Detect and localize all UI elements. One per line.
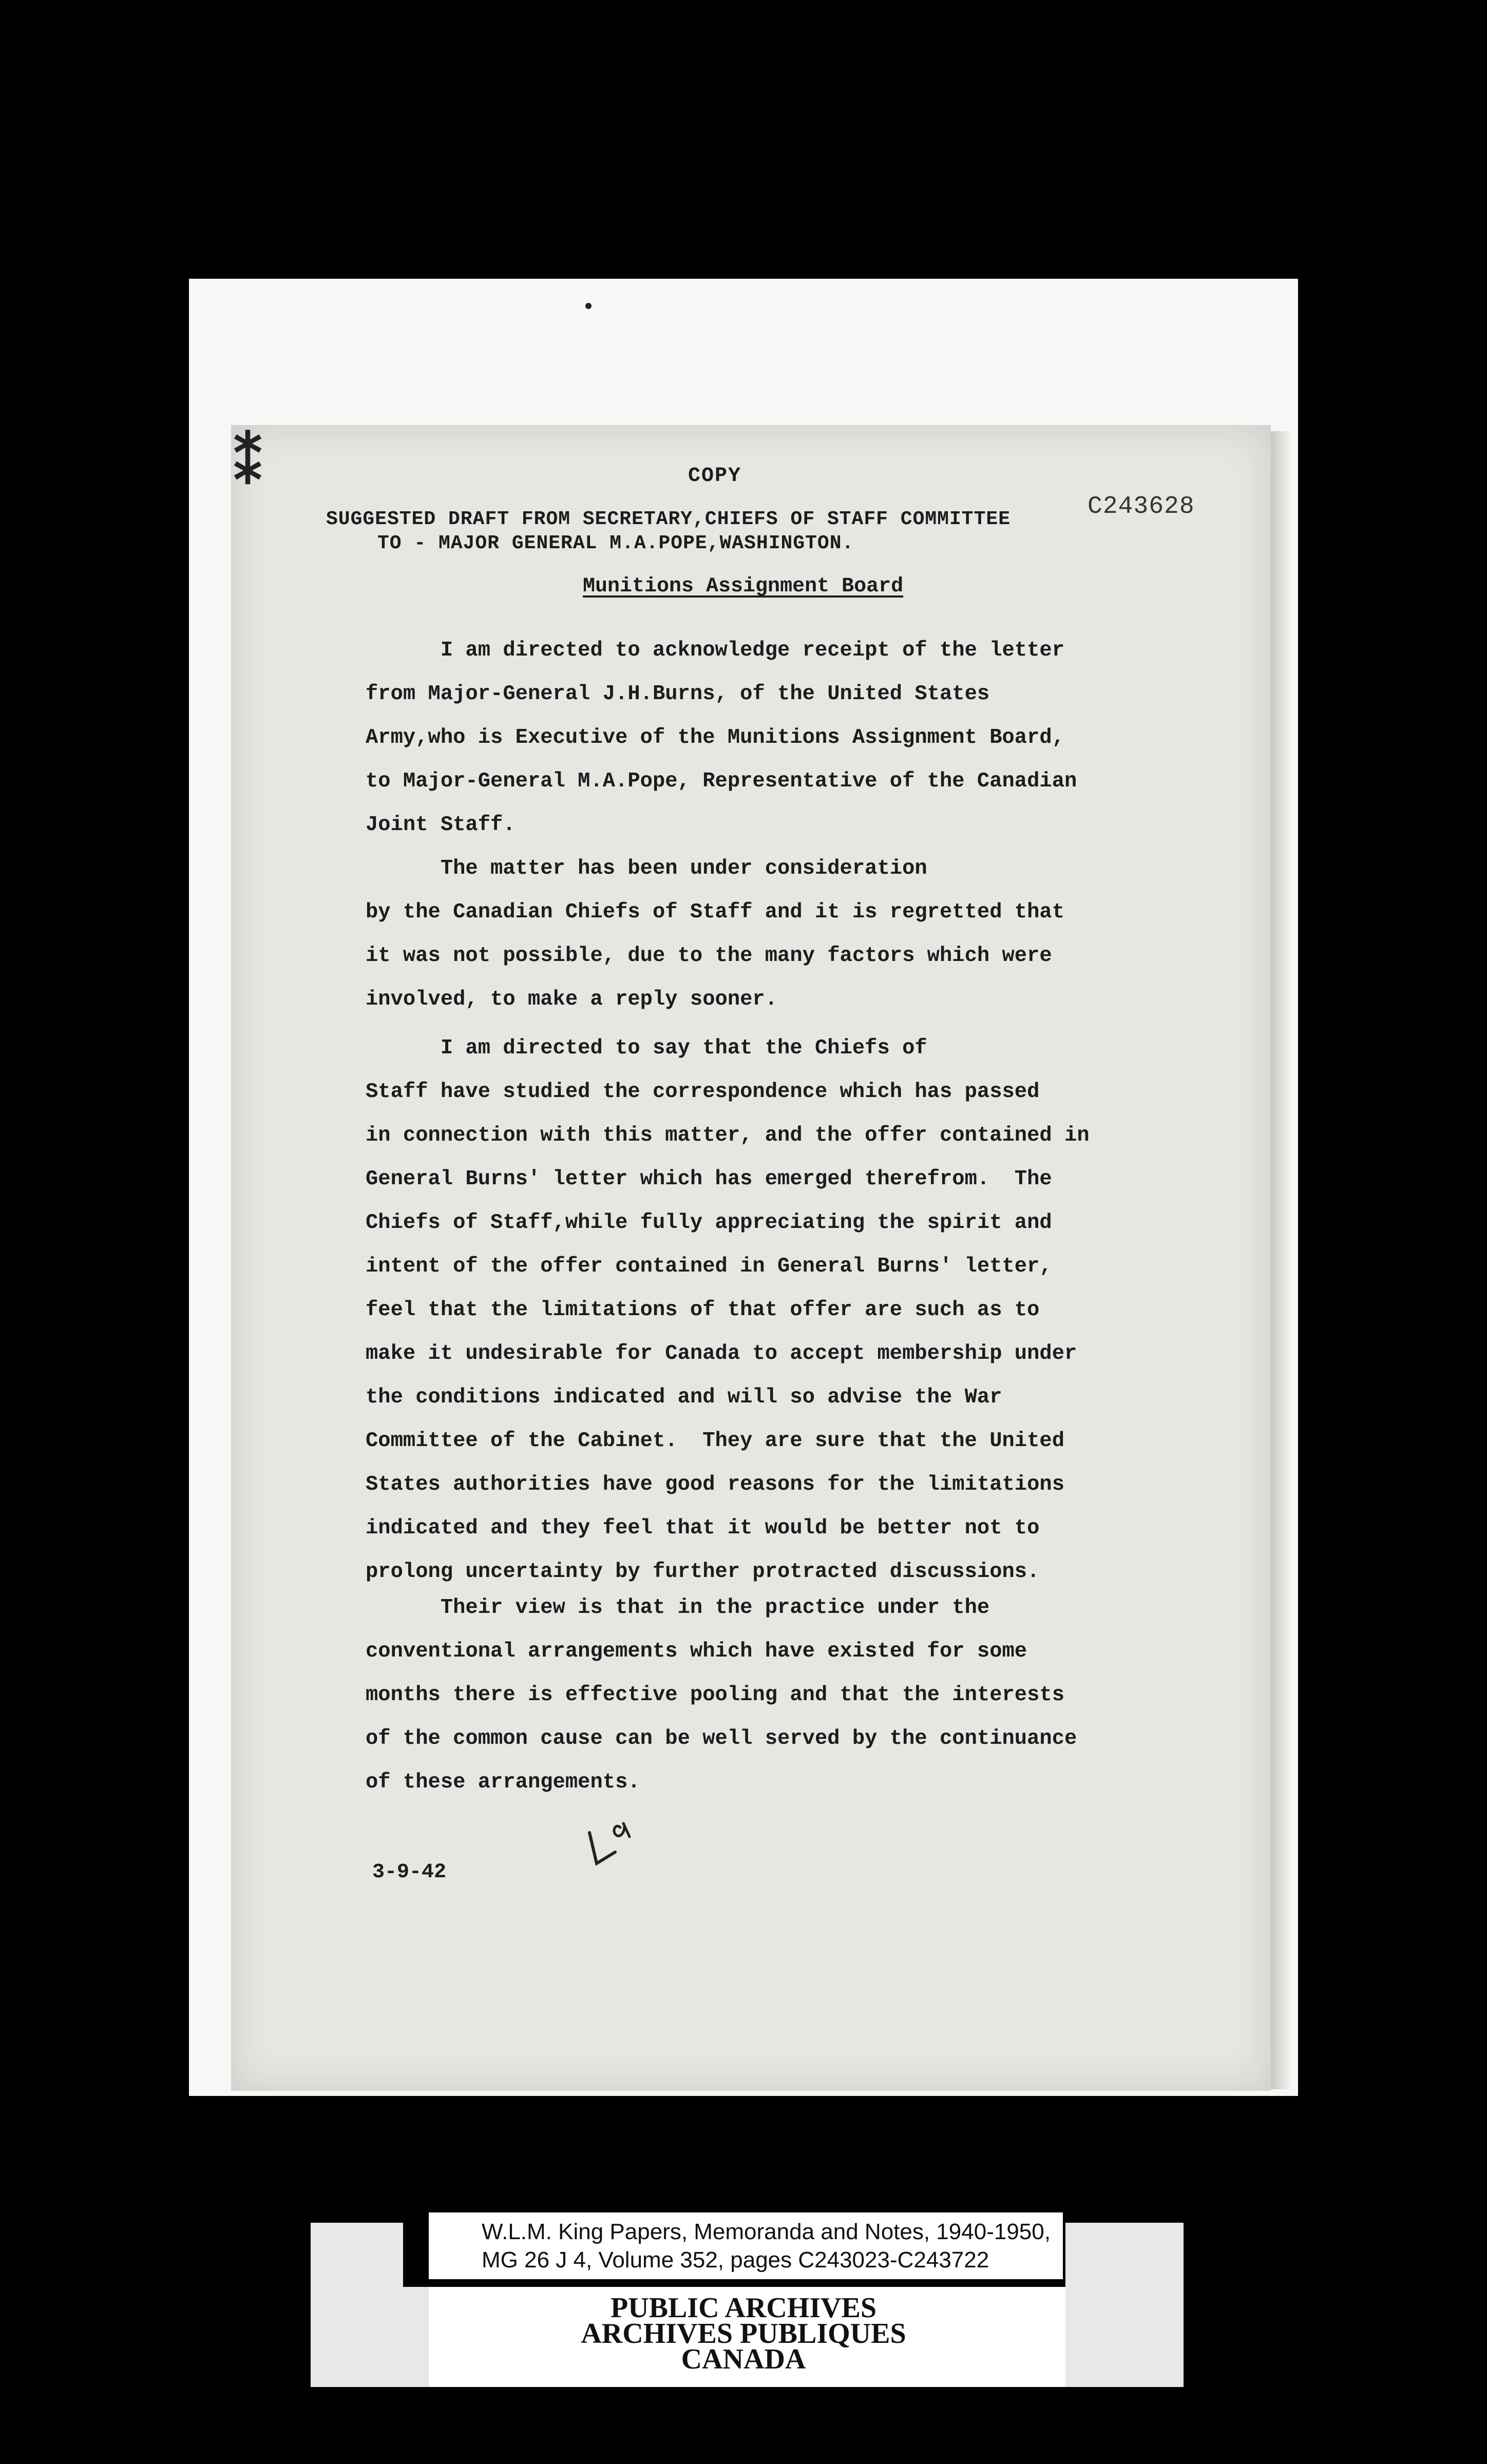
page-edge-shadow xyxy=(1271,431,1291,2089)
caption-collection: W.L.M. King Papers, Memoranda and Notes, 1940-1950, xyxy=(482,2219,1051,2244)
paper-speck xyxy=(585,303,592,309)
paragraph-decision: I am directed to say that the Chiefs of Staff have studied the correspondence which has passed in connection with this matter, and the offer contained in General Burns' letter which has emerged therefrom. The Chiefs of Staff,while fully appreciating the spirit and intent of the offer contained in General Burns' letter, feel that the limitations of that offer are such as to make it undesirable for Canada to accept membership under the conditions indicated and will so advise the War Committee of the Cabinet. They are sure that the United States authorities have good reasons for the limitations indicated and they feel that it would be better not to prolong uncertainty by further protracted discussions. xyxy=(366,1036,1090,1584)
archives-stamp-english: PUBLIC ARCHIVES xyxy=(610,2292,877,2324)
archives-stamp-french: ARCHIVES PUBLIQUES xyxy=(581,2318,906,2350)
handwritten-initials-icon xyxy=(585,1812,647,1869)
subject-title: Munitions Assignment Board xyxy=(583,575,904,598)
document-date: 3-9-42 xyxy=(372,1861,447,1884)
heading-from: SUGGESTED DRAFT FROM SECRETARY,CHIEFS OF STAFF COMMITTEE xyxy=(326,508,1011,530)
paragraph-acknowledge: I am directed to acknowledge receipt of the letter from Major-General J.H.Burns, of the United States Army,who is Executive of the Munitions Assignment Board, to Major-General M.A.Pope, Representative of the Canadian Joint Staff. xyxy=(366,639,1077,837)
caption-reference: MG 26 J 4, Volume 352, pages C243023-C243722 xyxy=(482,2247,989,2273)
copy-label: COPY xyxy=(688,465,742,488)
staple-mark-icon: ⁑ xyxy=(234,436,262,500)
heading-to: TO - MAJOR GENERAL M.A.POPE,WASHINGTON. xyxy=(377,532,854,554)
document-id-stamp: C243628 xyxy=(1088,493,1195,521)
paragraph-view: Their view is that in the practice under the conventional arrangements which have existed for some months there is effective pooling and that the interests of the common cause can be well served by the continuance of these arrangements. xyxy=(366,1596,1077,1794)
archives-stamp-country: CANADA xyxy=(681,2343,806,2375)
paragraph-consideration: The matter has been under consideration by the Canadian Chiefs of Staff and it is regretted that it was not possible, due to the many factors which were involved, to make a reply sooner. xyxy=(366,857,1065,1011)
